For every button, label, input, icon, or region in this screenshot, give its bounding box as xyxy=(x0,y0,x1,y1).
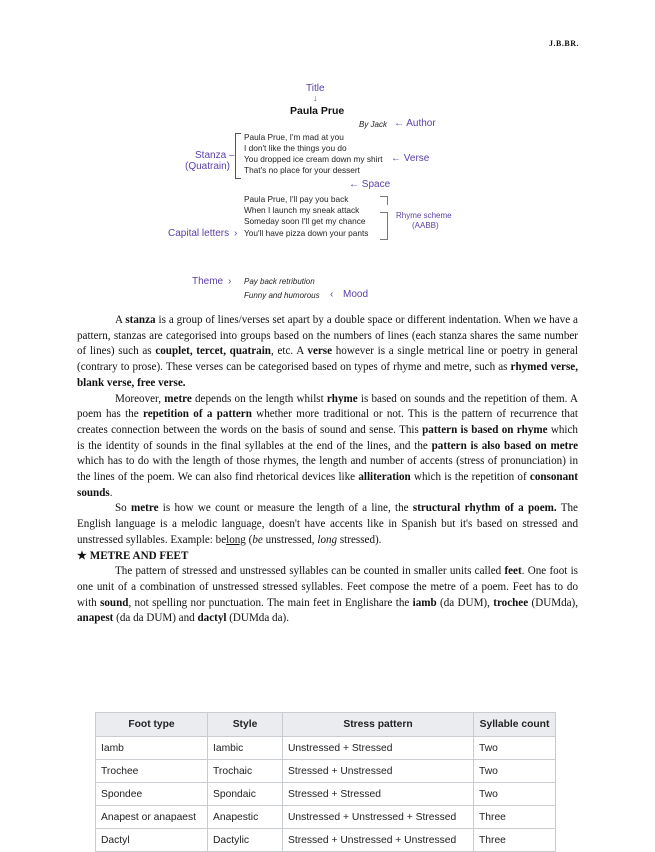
table-header: Foot type xyxy=(96,713,208,737)
poem-line: Someday soon I'll get my chance xyxy=(244,216,366,226)
table-cell: Unstressed + Stressed xyxy=(283,737,474,760)
paragraph-stanza: A stanza is a group of lines/verses set apart by a double space or different indentation. When we have a pattern, stanzas are categorised into groups based on the numbers of lines (each stanza shares the same number of lines) such as couplet, tercet, quatrain, etc. A verse however is a single metrical line or poetry in general (contrary to prose). These verses can be categorised based on types of rhyme and metre, such as rhymed verse, blank verse, free verse. xyxy=(77,314,578,389)
theme-arrow-icon: › xyxy=(228,276,232,287)
poem-line: When I launch my sneak attack xyxy=(244,205,360,215)
poem-byline: By Jack xyxy=(359,120,388,129)
poem-line: You'll have pizza down your pants xyxy=(244,228,369,238)
table-row xyxy=(96,829,556,852)
table-cell: Three xyxy=(474,806,556,829)
table-cell: Trochee xyxy=(96,760,208,783)
table-row xyxy=(96,737,556,760)
poem-line: I don't like the things you do xyxy=(244,143,347,153)
verse-label: ← Verse xyxy=(391,153,430,164)
stanza-label: Stanza – xyxy=(195,150,235,161)
table-row xyxy=(96,806,556,829)
table-row xyxy=(96,760,556,783)
table-cell: Dactylic xyxy=(208,829,283,852)
poem-title: Paula Prue xyxy=(290,105,345,117)
stanza-bracket xyxy=(235,133,241,179)
rhyme-bracket-top xyxy=(380,196,388,205)
table-header: Syllable count xyxy=(474,713,556,737)
paragraph-metre-definition: So metre is how we count or measure the length of a line, the structural rhythm of a poem. The English language is a melodic language, doesn't have accents like in Spanish but it's based on stressed and unstressed syllables. Example: belong (be unstressed, long stressed). xyxy=(77,502,578,546)
poem-line: Paula Prue, I'm mad at you xyxy=(244,132,344,142)
table-cell: Spondee xyxy=(96,783,208,806)
table-cell: Trochaic xyxy=(208,760,283,783)
table-cell: Iamb xyxy=(96,737,208,760)
table-cell: Two xyxy=(474,783,556,806)
mood-label: Mood xyxy=(343,289,369,300)
mood-text: Funny and humorous xyxy=(244,291,320,300)
table-cell: Anapestic xyxy=(208,806,283,829)
table-cell: Spondaic xyxy=(208,783,283,806)
body-text xyxy=(77,313,578,627)
rhyme-pattern-label: (AABB) xyxy=(412,221,439,230)
rhyme-bracket-bottom xyxy=(380,212,388,240)
table-cell: Iambic xyxy=(208,737,283,760)
theme-label: Theme xyxy=(192,276,224,287)
paragraph-feet: The pattern of stressed and unstressed syllables can be counted in smaller units called feet. One foot is one unit of a combination of unstressed stressed syllables. Feet compose the metre of a poem. Feet has to do with sound, not spelling nor punctuation. The main feet in Englishare the iamb (da DUM), trochee (DUMda), anapest (da da DUM) and dactyl (DUMda da). xyxy=(77,565,579,625)
mood-arrow-icon: ‹ xyxy=(330,289,334,300)
table-cell: Two xyxy=(474,737,556,760)
quatrain-label: (Quatrain) xyxy=(185,161,231,172)
section-heading: ★ METRE AND FEET xyxy=(77,549,189,562)
table-cell: Three xyxy=(474,829,556,852)
title-label: Title xyxy=(306,83,325,94)
rhyme-scheme-label: Rhyme scheme xyxy=(396,211,452,220)
table-cell: Stressed + Unstressed + Unstressed xyxy=(283,829,474,852)
table-header: Stress pattern xyxy=(283,713,474,737)
table-cell: Stressed + Stressed xyxy=(283,783,474,806)
poem-line: That's no place for your dessert xyxy=(244,165,360,175)
table-row xyxy=(96,783,556,806)
table-header: Style xyxy=(208,713,283,737)
paragraph-metre-rhyme: Moreover, metre depends on the length whilst rhyme is based on sounds and the repetition of them. A poem has the repetition of a pattern whether more traditional or not. This is the pattern of recurrence that creates connection between the words on the basis of sound and sense. This pattern is based on rhyme which is the identity of sounds in the final syllables at the end of the lines, and the pattern is also based on metre which has to do with the length of those rhymes, the length and number of accents (stress of pronunciation) in the lines of the poem. We can also find rhetorical devices like alliteration which is the repetition of consonant sounds. xyxy=(77,392,579,499)
theme-text: Pay back retribution xyxy=(244,277,315,286)
poem-diagram xyxy=(0,0,655,310)
feet-table xyxy=(95,712,556,852)
page-header-initials: J.B.BR. xyxy=(549,39,579,48)
table-header-row xyxy=(96,713,556,737)
title-arrow: ↓ xyxy=(313,93,318,103)
table-cell: Unstressed + Unstressed + Stressed xyxy=(283,806,474,829)
poem-line: Paula Prue, I'll pay you back xyxy=(244,194,349,204)
table-cell: Dactyl xyxy=(96,829,208,852)
poem-line: You dropped ice cream down my shirt xyxy=(244,154,383,164)
table-cell: Two xyxy=(474,760,556,783)
space-label: ← Space xyxy=(349,179,391,190)
author-label: ← Author xyxy=(394,118,436,129)
table-cell: Stressed + Unstressed xyxy=(283,760,474,783)
capital-arrow-icon: › xyxy=(234,228,238,239)
capital-letters-label: Capital letters xyxy=(168,228,230,239)
table-cell: Anapest or anapaest xyxy=(96,806,208,829)
